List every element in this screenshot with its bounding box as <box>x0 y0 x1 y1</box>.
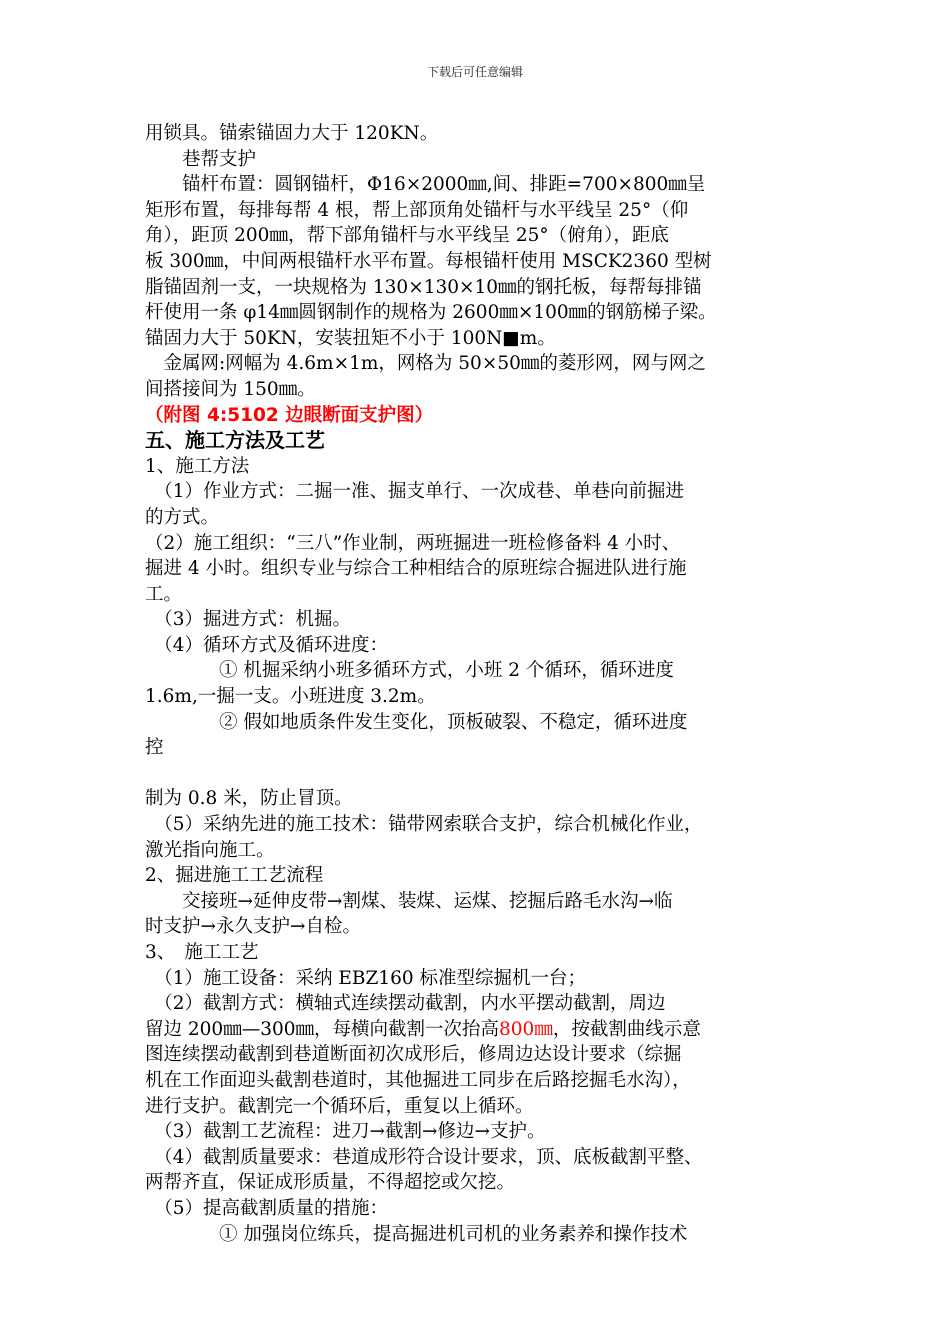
paragraph-line: 锚固力大于 50KN，安装扭矩不小于 100N■m。 <box>145 327 556 349</box>
paragraph-line: （1）作业方式：二掘一准、掘支单行、一次成巷、单巷向前掘进 <box>145 481 685 503</box>
subsection-title: 3、 施工工艺 <box>145 942 259 963</box>
paragraph-line: 脂锚固剂一支，一块规格为 130×130×10㎜的钢托板，每帮每排锚 <box>145 276 702 298</box>
paragraph-line <box>145 1017 820 1043</box>
paragraph-line: ① 机掘采纳小班多循环方式，小班 2 个循环，循环进度 <box>145 660 674 682</box>
subsection-title: 1、施工方法 <box>145 455 250 477</box>
paragraph-line: 1.6m,一掘一支。小班进度 3.2m。 <box>145 686 436 708</box>
paragraph-line: （2）施工组织：“三八”作业制，两班掘进一班检修备料 4 小时、 <box>145 532 681 554</box>
paragraph-line: ② 假如地质条件发生变化，顶板破裂、不稳定，循环进度 <box>145 711 688 733</box>
paragraph-line: 激光指向施工。 <box>145 839 275 861</box>
subsection-title: 巷帮支护 <box>145 148 257 170</box>
highlighted-value: 800㎜ <box>499 1018 553 1040</box>
paragraph-line: （4）循环方式及循环进度： <box>145 634 389 656</box>
paragraph-line: 角），距顶 200㎜，帮下部角锚杆与水平线呈 25°（俯角），距底 <box>145 225 669 247</box>
paragraph-line: 的方式。 <box>145 506 220 528</box>
paragraph-line: （5）采纳先进的施工技术：锚带网索联合支护，综合机械化作业， <box>145 814 703 836</box>
paragraph-line: （3）掘进方式：机掘。 <box>145 609 352 631</box>
section-heading: 五、施工方法及工艺 <box>145 428 325 453</box>
paragraph-line: 板 300㎜，中间两根锚杆水平布置。每根锚杆使用 MSCK2360 型树 <box>145 250 712 272</box>
paragraph-line: （2）截割方式：横轴式连续摆动截割，内水平摆动截割，周边 <box>145 993 666 1015</box>
paragraph-line: （3）截割工艺流程：进刀→截割→修边→支护。 <box>145 1121 546 1143</box>
paragraph-line: 间搭接间为 150㎜。 <box>145 378 316 400</box>
paragraph-line: 交接班→延伸皮带→割煤、装煤、运煤、挖掘后路毛水沟→临 <box>145 890 673 912</box>
text-run: ，按截割曲线示意 <box>552 1018 701 1040</box>
figure-reference-note: （附图 4:5102 边眼断面支护图） <box>145 404 434 426</box>
paragraph-line: 进行支护。截割完一个循环后，重复以上循环。 <box>145 1095 534 1117</box>
text-run: 留边 200㎜—300㎜，每横向截割一次抬高 <box>145 1018 500 1040</box>
subsection-title: 2、掘进施工工艺流程 <box>145 865 324 887</box>
paragraph-line: 两帮齐直，保证成形质量，不得超挖或欠挖。 <box>145 1172 516 1194</box>
paragraph-line: 矩形布置，每排每帮 4 根，帮上部顶角处锚杆与水平线呈 25°（仰 <box>145 199 689 221</box>
paragraph-line: 工。 <box>145 583 183 605</box>
paragraph-line: 时支护→永久支护→自检。 <box>145 916 362 938</box>
paragraph-line: （4）截割质量要求：巷道成形符合设计要求，顶、底板截割平整、 <box>145 1146 703 1168</box>
paragraph-line: 控 <box>145 737 164 759</box>
paragraph-line: 机在工作面迎头截割巷道时，其他掘进工同步在后路挖掘毛水沟）， <box>145 1069 691 1091</box>
paragraph-line: （1）施工设备：采纳 EBZ160 标准型综掘机一台； <box>145 967 587 989</box>
document-body <box>145 121 820 1247</box>
blank-line <box>145 761 820 787</box>
paragraph-line: ① 加强岗位练兵，提高掘进机司机的业务素养和操作技术 <box>145 1223 688 1245</box>
paragraph-line: 制为 0.8 米，防止冒顶。 <box>145 788 353 810</box>
page-header: 下载后可任意编辑 <box>426 65 523 79</box>
paragraph-line: 掘进 4 小时。组织专业与综合工种相结合的原班综合掘进队进行施 <box>145 558 687 580</box>
paragraph-line: 用锁具。锚索锚固力大于 120KN。 <box>145 123 439 144</box>
paragraph-line: 图连续摆动截割到巷道断面初次成形后，修周边达设计要求（综掘 <box>145 1044 682 1066</box>
paragraph-line: 杆使用一条 φ14㎜圆钢制作的规格为 2600㎜×100㎜的钢筋梯子梁。 <box>145 302 717 324</box>
paragraph-line: 金属网:网幅为 4.6m×1m，网格为 50×50㎜的菱形网，网与网之 <box>145 353 706 375</box>
paragraph-line: 锚杆布置：圆钢锚杆，Φ16×2000㎜,间、排距=700×800㎜呈 <box>145 174 706 196</box>
paragraph-line: （5）提高截割质量的措施： <box>145 1197 389 1219</box>
